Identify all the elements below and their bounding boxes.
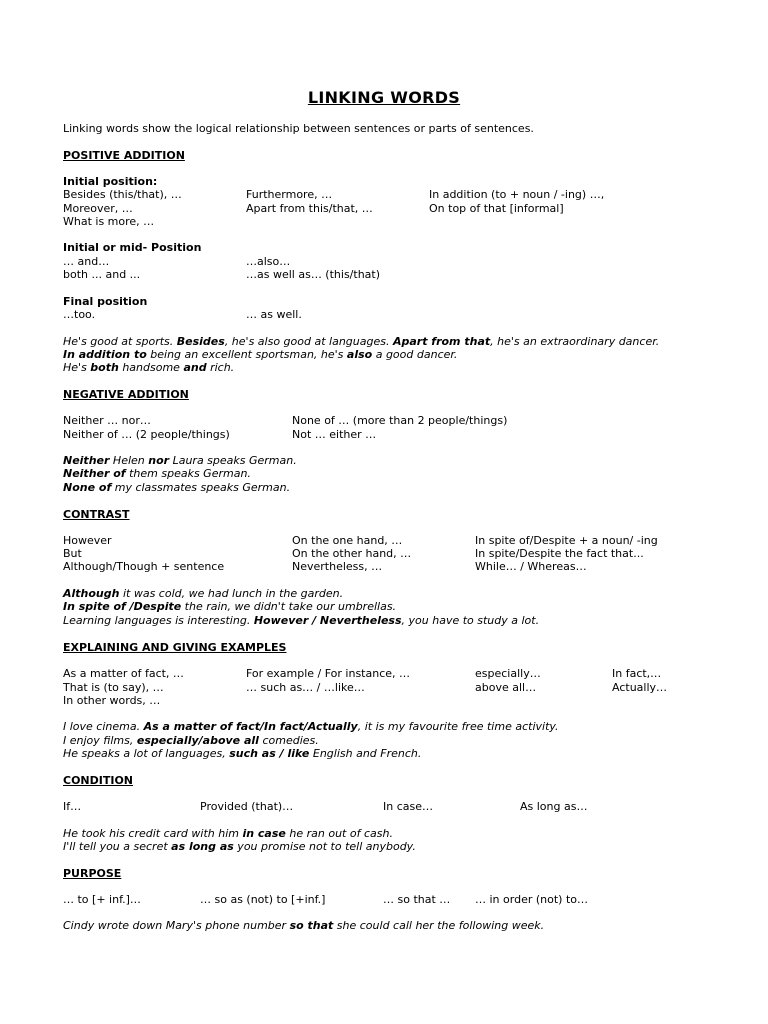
item: …too. bbox=[63, 308, 96, 321]
heading-condition: CONDITION bbox=[63, 774, 134, 787]
heading-explaining-examples: EXPLAINING AND GIVING EXAMPLES bbox=[63, 641, 287, 654]
example-sentence: Neither of them speaks German. bbox=[63, 467, 251, 480]
item: … such as… / …like… bbox=[246, 681, 365, 694]
item: Neither … nor… bbox=[63, 414, 151, 427]
item: … so as (not) to [+inf.] bbox=[200, 893, 326, 906]
item: While… / Whereas… bbox=[475, 560, 587, 573]
example-sentence: He's good at sports. Besides, he's also good at languages. Apart from that, he's an extraordinary dancer. bbox=[63, 335, 660, 348]
item: In case… bbox=[383, 800, 433, 813]
item: In other words, … bbox=[63, 694, 161, 707]
item: In addition (to + noun / -ing) …, bbox=[429, 188, 605, 201]
item: In spite of/Despite + a noun/ -ing bbox=[475, 534, 658, 547]
subheading-mid-position: Initial or mid- Position bbox=[63, 241, 202, 254]
item: In spite/Despite the fact that... bbox=[475, 547, 644, 560]
item: Neither of … (2 people/things) bbox=[63, 428, 230, 441]
example-sentence: He's both handsome and rich. bbox=[63, 361, 235, 374]
heading-contrast: CONTRAST bbox=[63, 508, 130, 521]
item: … and… bbox=[63, 255, 110, 268]
example-sentence: Although it was cold, we had lunch in the garden. bbox=[63, 587, 344, 600]
example-sentence: I'll tell you a secret as long as you promise not to tell anybody. bbox=[63, 840, 416, 853]
example-sentence: He took his credit card with him in case he ran out of cash. bbox=[63, 827, 393, 840]
heading-purpose: PURPOSE bbox=[63, 867, 122, 880]
item: Not … either … bbox=[292, 428, 377, 441]
item: However bbox=[63, 534, 112, 547]
item: That is (to say), … bbox=[63, 681, 164, 694]
example-sentence: He speaks a lot of languages, such as / like English and French. bbox=[63, 747, 422, 760]
example-sentence: In spite of /Despite the rain, we didn't take our umbrellas. bbox=[63, 600, 397, 613]
item: Besides (this/that), … bbox=[63, 188, 182, 201]
item: Moreover, … bbox=[63, 202, 133, 215]
item: … to [+ inf.]… bbox=[63, 893, 141, 906]
item: especially… bbox=[475, 667, 541, 680]
intro-text: Linking words show the logical relationship between sentences or parts of sentences. bbox=[63, 122, 534, 135]
example-sentence: I enjoy films, especially/above all comedies. bbox=[63, 734, 319, 747]
example-sentence: In addition to being an excellent sportsman, he's also a good dancer. bbox=[63, 348, 458, 361]
item: If… bbox=[63, 800, 82, 813]
item: What is more, … bbox=[63, 215, 155, 228]
example-sentence: Cindy wrote down Mary's phone number so that she could call her the following week. bbox=[63, 919, 545, 932]
item: both ... and ... bbox=[63, 268, 141, 281]
item: Actually… bbox=[612, 681, 668, 694]
item: On the one hand, … bbox=[292, 534, 403, 547]
item: Furthermore, … bbox=[246, 188, 333, 201]
item: …as well as… (this/that) bbox=[246, 268, 381, 281]
item: Nevertheless, … bbox=[292, 560, 383, 573]
item: Apart from this/that, … bbox=[246, 202, 373, 215]
item: On the other hand, … bbox=[292, 547, 412, 560]
example-sentence: I love cinema. As a matter of fact/In fact/Actually, it is my favourite free time activity. bbox=[63, 720, 559, 733]
item: As a matter of fact, … bbox=[63, 667, 184, 680]
item: Although/Though + sentence bbox=[63, 560, 225, 573]
example-sentence: None of my classmates speaks German. bbox=[63, 481, 291, 494]
item: On top of that [informal] bbox=[429, 202, 564, 215]
item: As long as… bbox=[520, 800, 588, 813]
item: … so that … bbox=[383, 893, 451, 906]
item: … as well. bbox=[246, 308, 302, 321]
item: None of … (more than 2 people/things) bbox=[292, 414, 508, 427]
example-sentence: Neither Helen nor Laura speaks German. bbox=[63, 454, 297, 467]
subheading-initial-position: Initial position: bbox=[63, 175, 158, 188]
heading-negative-addition: NEGATIVE ADDITION bbox=[63, 388, 189, 401]
subheading-final-position: Final position bbox=[63, 295, 148, 308]
example-sentence: Learning languages is interesting. However / Nevertheless, you have to study a lot. bbox=[63, 614, 540, 627]
item: Provided (that)… bbox=[200, 800, 294, 813]
item: …also… bbox=[246, 255, 291, 268]
item: For example / For instance, … bbox=[246, 667, 411, 680]
item: But bbox=[63, 547, 82, 560]
heading-positive-addition: POSITIVE ADDITION bbox=[63, 149, 185, 162]
item: … in order (not) to… bbox=[475, 893, 588, 906]
item: above all… bbox=[475, 681, 537, 694]
item: In fact,… bbox=[612, 667, 662, 680]
page-title: LINKING WORDS bbox=[307, 88, 461, 107]
